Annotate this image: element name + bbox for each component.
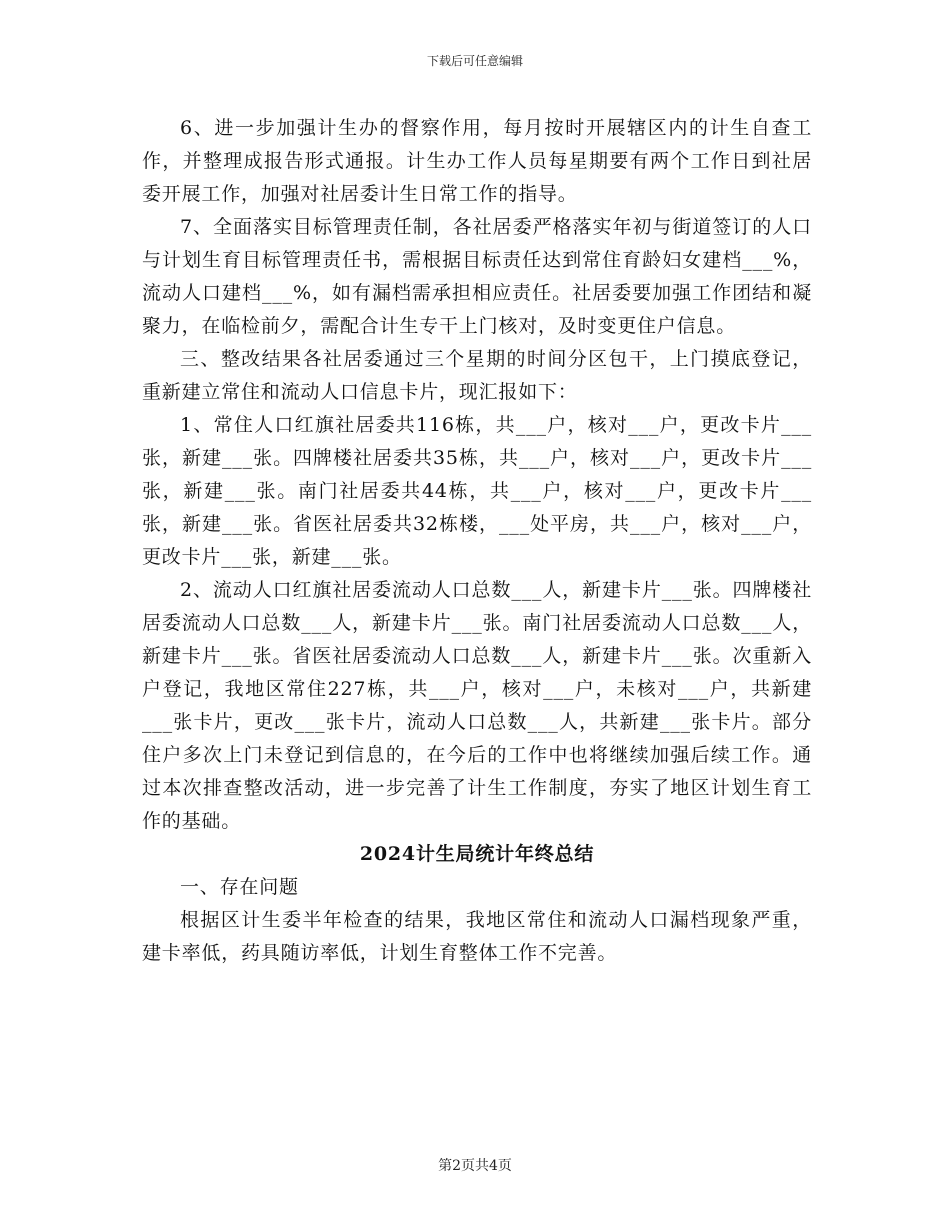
paragraph-existing-problems-body: 根据区计生委半年检查的结果，我地区常住和流动人口漏档现象严重，建卡率低，药具随访率低，计划生育整体工作不完善。 bbox=[142, 909, 812, 964]
paragraph-item-7: 7、全面落实目标管理责任制，各社居委严格落实年初与街道签订的人口与计划生育目标管理责任书，需根据目标责任达到常住育龄妇女建档___%，流动人口建档___%，如有漏档需承担相应责任。社居委要加强工作团结和凝聚力，在临检前夕，需配合计生专干上门核对，及时变更住户信息。 bbox=[142, 216, 812, 337]
page-header: 下载后可任意编辑 bbox=[426, 54, 523, 68]
document-body bbox=[142, 112, 812, 970]
section-title: 2024计生局统计年终总结 bbox=[359, 843, 595, 865]
paragraph-existing-problems-heading: 一、存在问题 bbox=[180, 876, 299, 898]
paragraph-resident-population: 1、常住人口红旗社居委共116栋，共___户，核对___户，更改卡片___张，新建___张。四牌楼社居委共35栋，共___户，核对___户，更改卡片___张，新建___张。南门社居委共44栋，共___户，核对___户，更改卡片___张，新建___张。省医社居委共32栋楼，___处平房，共___户，核对___户，更改卡片___张，新建___张。 bbox=[142, 414, 812, 568]
paragraph-floating-population: 2、流动人口红旗社居委流动人口总数___人，新建卡片___张。四牌楼社居委流动人口总数___人，新建卡片___张。南门社居委流动人口总数___人，新建卡片___张。省医社居委流动人口总数___人，新建卡片___张。次重新入户登记，我地区常住227栋，共___户，核对___户，未核对___户，共新建___张卡片，更改___张卡片，流动人口总数___人，共新建___张卡片。部分住户多次上门未登记到信息的，在今后的工作中也将继续加强后续工作。通过本次排查整改活动，进一步完善了计生工作制度，夯实了地区计划生育工作的基础。 bbox=[142, 579, 812, 832]
paragraph-rectification-results: 三、整改结果各社居委通过三个星期的时间分区包干，上门摸底登记，重新建立常住和流动人口信息卡片，现汇报如下： bbox=[142, 348, 812, 403]
page-footer: 第2页共4页 bbox=[438, 1158, 512, 1174]
paragraph-item-6: 6、进一步加强计生办的督察作用，每月按时开展辖区内的计生自查工作，并整理成报告形式通报。计生办工作人员每星期要有两个工作日到社居委开展工作，加强对社居委计生日常工作的指导。 bbox=[142, 117, 812, 205]
